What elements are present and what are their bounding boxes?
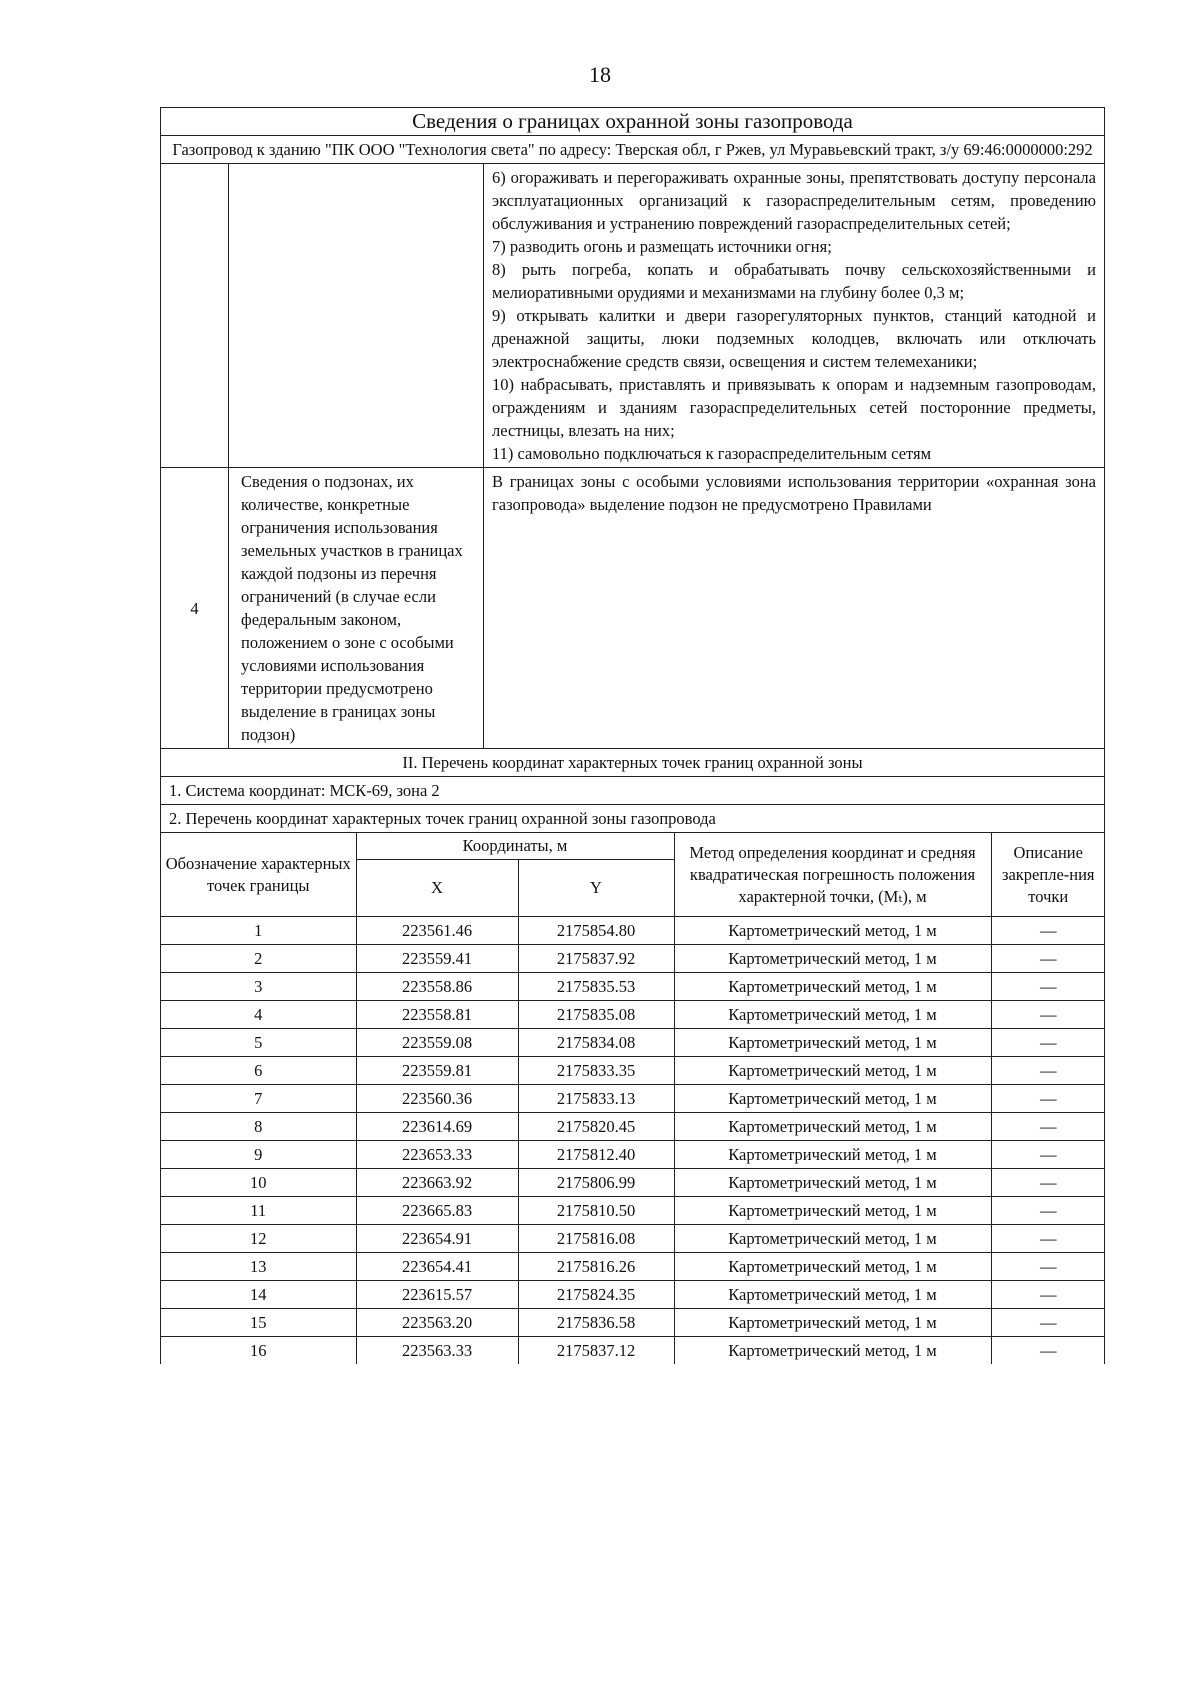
point-description-cell: — xyxy=(991,1113,1105,1141)
method-cell: Картометрический метод, 1 м xyxy=(674,1281,991,1309)
restriction-item: 11) самовольно подключаться к газораспределительным сетям xyxy=(492,444,932,463)
method-cell: Картометрический метод, 1 м xyxy=(674,1029,991,1057)
x-coordinate-cell: 223563.33 xyxy=(356,1337,518,1365)
point-number-cell: 10 xyxy=(161,1169,356,1197)
point-description-cell: — xyxy=(991,945,1105,973)
point-description-cell: — xyxy=(991,1309,1105,1337)
restriction-item: 9) открывать калитки и двери газорегуляторных пунктов, станций катодной и дренажной защиты, люки подземных колодцев, включать или отключать электроснабжение средств связи, освещения и систем телемеханики; xyxy=(492,306,1096,371)
x-coordinate-cell: 223654.41 xyxy=(356,1253,518,1281)
coordinates-table xyxy=(161,833,1105,1364)
page-number: 18 xyxy=(589,62,611,87)
restrictions-number-cell xyxy=(161,164,229,468)
point-number-cell: 9 xyxy=(161,1141,356,1169)
header-point: Обозначение характерных точек границы xyxy=(161,833,356,917)
section2-title-row xyxy=(161,749,1105,777)
table-row xyxy=(161,1001,1105,1029)
point-number-cell: 14 xyxy=(161,1281,356,1309)
y-coordinate-cell: 2175854.80 xyxy=(518,917,674,945)
section2-title: II. Перечень координат характерных точек границ охранной зоны xyxy=(161,749,1105,777)
x-coordinate-cell: 223558.86 xyxy=(356,973,518,1001)
coords-table-wrap-row xyxy=(161,833,1105,1365)
point-description-cell: — xyxy=(991,1197,1105,1225)
restriction-item: 10) набрасывать, приставлять и привязывать к опорам и надземным газопроводам, ограждениям и зданиям газораспределительных сетей посторонние предметы, лестницы, влезать на них; xyxy=(492,375,1096,440)
restriction-item: 6) огораживать и перегораживать охранные зоны, препятствовать доступу персонала эксплуатационных организаций к газораспределительным сетям, проведению обслуживания и устранению повреждений газораспределительных сетей; xyxy=(492,168,1096,233)
method-cell: Картометрический метод, 1 м xyxy=(674,1001,991,1029)
y-coordinate-cell: 2175812.40 xyxy=(518,1141,674,1169)
title-row xyxy=(161,108,1105,136)
point-description-cell: — xyxy=(991,1141,1105,1169)
restrictions-row xyxy=(161,164,1105,468)
coords-header-row xyxy=(161,833,1105,860)
y-coordinate-cell: 2175816.26 xyxy=(518,1253,674,1281)
x-coordinate-cell: 223614.69 xyxy=(356,1113,518,1141)
point-number-cell: 2 xyxy=(161,945,356,973)
point-description-cell: — xyxy=(991,1169,1105,1197)
y-coordinate-cell: 2175816.08 xyxy=(518,1225,674,1253)
method-cell: Картометрический метод, 1 м xyxy=(674,917,991,945)
table-row xyxy=(161,973,1105,1001)
restriction-item: 7) разводить огонь и размещать источники огня; xyxy=(492,237,832,256)
subtitle-row xyxy=(161,136,1105,164)
x-coordinate-cell: 223559.81 xyxy=(356,1057,518,1085)
header-method: Метод определения координат и средняя квадратическая погрешность положения характерной точки, (Mₜ), м xyxy=(674,833,991,917)
y-coordinate-cell: 2175836.58 xyxy=(518,1309,674,1337)
method-cell: Картометрический метод, 1 м xyxy=(674,945,991,973)
table-row xyxy=(161,1029,1105,1057)
table-row xyxy=(161,1253,1105,1281)
method-cell: Картометрический метод, 1 м xyxy=(674,1057,991,1085)
point-description-cell: — xyxy=(991,1337,1105,1365)
subzones-value: В границах зоны с особыми условиями использования территории «охранная зона газопровода» выделение подзон не предусмотрено Правилами xyxy=(484,468,1105,749)
point-description-cell: — xyxy=(991,1085,1105,1113)
coords-list-title-row xyxy=(161,805,1105,833)
point-number-cell: 12 xyxy=(161,1225,356,1253)
table-row xyxy=(161,1085,1105,1113)
point-number-cell: 7 xyxy=(161,1085,356,1113)
y-coordinate-cell: 2175834.08 xyxy=(518,1029,674,1057)
point-description-cell: — xyxy=(991,973,1105,1001)
point-number-cell: 13 xyxy=(161,1253,356,1281)
header-description: Описание закрепле-ния точки xyxy=(991,833,1105,917)
method-cell: Картометрический метод, 1 м xyxy=(674,1141,991,1169)
point-description-cell: — xyxy=(991,917,1105,945)
x-coordinate-cell: 223665.83 xyxy=(356,1197,518,1225)
x-coordinate-cell: 223561.46 xyxy=(356,917,518,945)
x-coordinate-cell: 223615.57 xyxy=(356,1281,518,1309)
x-coordinate-cell: 223558.81 xyxy=(356,1001,518,1029)
y-coordinate-cell: 2175806.99 xyxy=(518,1169,674,1197)
point-number-cell: 15 xyxy=(161,1309,356,1337)
method-cell: Картометрический метод, 1 м xyxy=(674,1309,991,1337)
x-coordinate-cell: 223559.41 xyxy=(356,945,518,973)
table-row xyxy=(161,1057,1105,1085)
zone-info-table xyxy=(160,107,1105,1364)
y-coordinate-cell: 2175833.35 xyxy=(518,1057,674,1085)
method-cell: Картометрический метод, 1 м xyxy=(674,1169,991,1197)
y-coordinate-cell: 2175820.45 xyxy=(518,1113,674,1141)
coordinate-system: 1. Система координат: МСК-69, зона 2 xyxy=(161,777,1105,805)
method-cell: Картометрический метод, 1 м xyxy=(674,1197,991,1225)
method-cell: Картометрический метод, 1 м xyxy=(674,1113,991,1141)
point-description-cell: — xyxy=(991,1253,1105,1281)
x-coordinate-cell: 223559.08 xyxy=(356,1029,518,1057)
point-number-cell: 1 xyxy=(161,917,356,945)
y-coordinate-cell: 2175835.53 xyxy=(518,973,674,1001)
point-description-cell: — xyxy=(991,1057,1105,1085)
table-row xyxy=(161,945,1105,973)
point-description-cell: — xyxy=(991,1029,1105,1057)
coords-table-wrap xyxy=(161,833,1105,1365)
coords-body xyxy=(161,917,1105,1365)
method-cell: Картометрический метод, 1 м xyxy=(674,1225,991,1253)
header-coords: Координаты, м xyxy=(356,833,674,860)
y-coordinate-cell: 2175833.13 xyxy=(518,1085,674,1113)
point-number-cell: 11 xyxy=(161,1197,356,1225)
restrictions-label-cell xyxy=(229,164,484,468)
document-title: Сведения о границах охранной зоны газопровода xyxy=(161,108,1105,136)
table-row xyxy=(161,1337,1105,1365)
header-x: X xyxy=(356,860,518,917)
point-number-cell: 4 xyxy=(161,1001,356,1029)
point-description-cell: — xyxy=(991,1225,1105,1253)
point-number-cell: 5 xyxy=(161,1029,356,1057)
restriction-item: 8) рыть погреба, копать и обрабатывать почву сельскохозяйственными и мелиоративными орудиями и механизмами на глубину более 0,3 м; xyxy=(492,260,1096,302)
subzones-row xyxy=(161,468,1105,749)
method-cell: Картометрический метод, 1 м xyxy=(674,1253,991,1281)
y-coordinate-cell: 2175810.50 xyxy=(518,1197,674,1225)
x-coordinate-cell: 223653.33 xyxy=(356,1141,518,1169)
point-number-cell: 3 xyxy=(161,973,356,1001)
table-row xyxy=(161,1197,1105,1225)
x-coordinate-cell: 223563.20 xyxy=(356,1309,518,1337)
coord-system-row xyxy=(161,777,1105,805)
point-number-cell: 6 xyxy=(161,1057,356,1085)
x-coordinate-cell: 223560.36 xyxy=(356,1085,518,1113)
header-y: Y xyxy=(518,860,674,917)
point-description-cell: — xyxy=(991,1281,1105,1309)
table-row xyxy=(161,917,1105,945)
point-description-cell: — xyxy=(991,1001,1105,1029)
x-coordinate-cell: 223663.92 xyxy=(356,1169,518,1197)
y-coordinate-cell: 2175837.12 xyxy=(518,1337,674,1365)
pipeline-address: Газопровод к зданию "ПК ООО "Технология света" по адресу: Тверская обл, г Ржев, ул Муравьевский тракт, з/у 69:46:0000000:292 xyxy=(161,136,1105,164)
row-number: 4 xyxy=(161,468,229,749)
restrictions-list xyxy=(484,164,1105,468)
method-cell: Картометрический метод, 1 м xyxy=(674,1085,991,1113)
table-row xyxy=(161,1225,1105,1253)
coords-list-title: 2. Перечень координат характерных точек границ охранной зоны газопровода xyxy=(161,805,1105,833)
table-row xyxy=(161,1309,1105,1337)
y-coordinate-cell: 2175837.92 xyxy=(518,945,674,973)
table-row xyxy=(161,1141,1105,1169)
table-row xyxy=(161,1113,1105,1141)
method-cell: Картометрический метод, 1 м xyxy=(674,973,991,1001)
y-coordinate-cell: 2175835.08 xyxy=(518,1001,674,1029)
method-cell: Картометрический метод, 1 м xyxy=(674,1337,991,1365)
table-row xyxy=(161,1169,1105,1197)
x-coordinate-cell: 223654.91 xyxy=(356,1225,518,1253)
table-row xyxy=(161,1281,1105,1309)
subzones-label: Сведения о подзонах, их количестве, конкретные ограничения использования земельных участков в границах каждой подзоны из перечня ограничений (в случае если федеральным законом, положением о зоне с особыми условиями использования территории предусмотрено выделение в границах зоны подзон) xyxy=(229,468,484,749)
y-coordinate-cell: 2175824.35 xyxy=(518,1281,674,1309)
point-number-cell: 8 xyxy=(161,1113,356,1141)
point-number-cell: 16 xyxy=(161,1337,356,1365)
